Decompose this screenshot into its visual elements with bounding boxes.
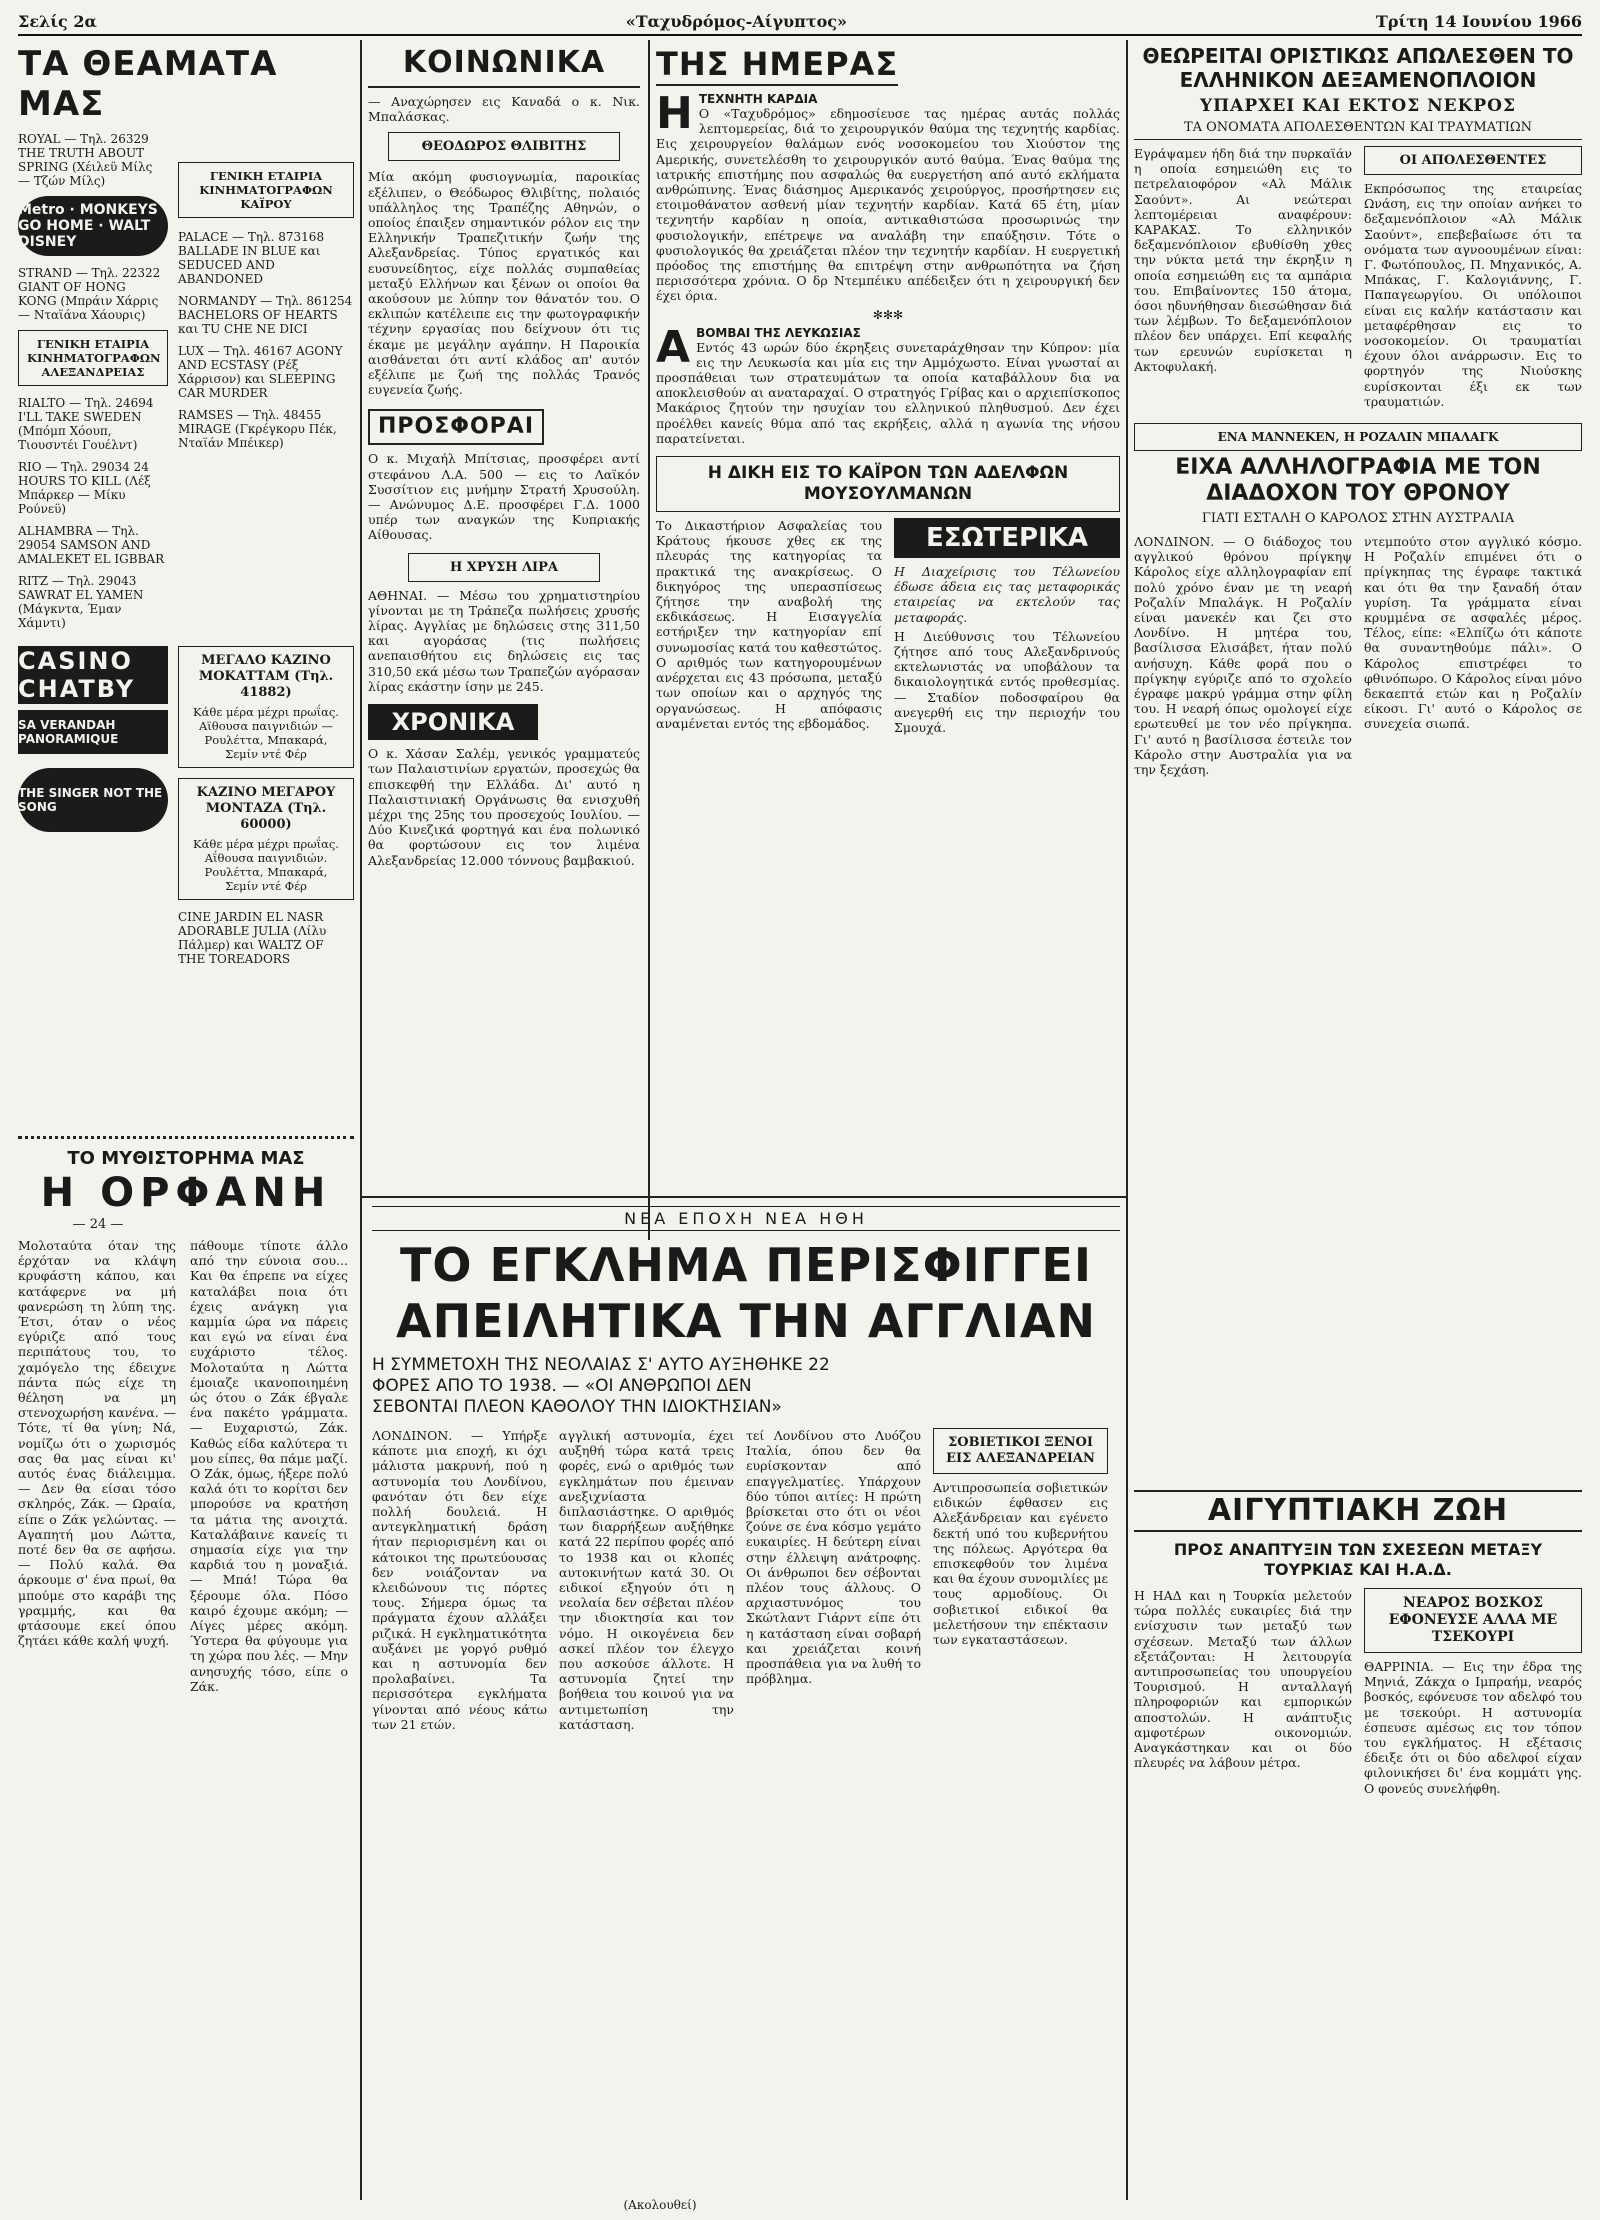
section-title: ΚΟΙΝΩΝΙΚΑ: [368, 44, 640, 88]
obituary-text: Μία ακόμη φυσιογνωμία, παροικίας εξέλιπεν, ο Θεόδωρος Θλιβίτης, πολαιός υπάλληλος της Τραπέζης Αθηνών, ο οποίος έπαιξεν σημαντικόν ρόλον εις την Ελληνικήν Τραπεζιτικήν ζωήν της Αλεξανδρείας. Τύπος εργατικός και ευσυνείδητος, είχε πολλάς συμπαθείας μεταξύ Ελλήνων και ξένων οι οποίοι θα ακούσουν με λύπην τον θάνατόν του. Ο εκλιπών κατέλειπε εις την φωτογραφικήν τέχνην εργασίας που δείχνουν ότι τις έκαμε με μεγάλην αγάπην. Η Παροικία αισθάνεται ότι αντί κλάδος απ' αυτόν εξέλιπε με ζωή της πολλάς Τρανός ευγενεία ζωής.: [368, 169, 640, 398]
soviet-title: ΣΟΒΙΕΤΙΚΟΙ ΞΕΝΟΙ ΕΙΣ ΑΛΕΞΑΝΔΡΕΙΑΝ: [933, 1428, 1108, 1474]
mokattam-box: [178, 646, 354, 768]
crime-text-col3: τεί Λονδίνου στο Λυόζου Ιταλία, όπου δεν θα ευρίσκονταν από επαγγελματίες. Υπάρχουν δύο τύποι αιτίες: Η πρώτη βρίσκεται στο ότι οι νέοι ζούνε σε ένα κόσμο γεμάτο ευκαιρίες. Η δεύτερη είναι στην έλλειψη ανάτροφης. Οι άνθρωποι δεν σέβονται πλέον τους άλλους. Ο αρχιαστυνόμος του Σκώτλαντ Γιάρντ είπε ότι η κατάσταση είναι σοβαρή και χρειάζεται κοινή προσπάθεια για να λυθή το πρόβλημα.: [746, 1428, 921, 1687]
crime-feature: [372, 1206, 1120, 2206]
shepherd-text: ΘΑΡΡΙΝΙΑ. — Εις την έδρα της Μηνιά, Ζάκχα ο Ιμπραήμ, νεαρός βοσκός, εφόνευσε τον αδελφό του με τσεκούρι. Η αστυνομία έσπευσε αμέσως εις τον τόπον του εγκλήματος. Η εξέτασις έδειξε ότι οι δύο αδελφοί είχαν φιλονικήσει δι' ένα κομμάτι γης. Ο φονεύς συνελήφθη.: [1364, 1659, 1582, 1796]
mokattam-title: ΜΕΓΑΛΟ ΚΑΖΙΝΟ ΜΟΚΑΤΤΑΜ (Τηλ. 41882): [198, 653, 334, 700]
tanker-sub: ΥΠΑΡΧΕΙ ΚΑΙ ΕΚΤΟΣ ΝΕΚΡΟΣ: [1199, 96, 1517, 116]
royal-text-col2: ντεμπούτο στον αγγλικό κόσμο. Η Ροζαλίν επιμένει ότι ο πρίγκηπας της έγραφε τακτικά και ότι θα την ξαναδή όταν γυρίση. Τα γράμματα είναι κρυμμένα σε ασφαλές μέρος. Τέλος, είπε: «Ελπίζω ότι κάποτε θα συναντηθούμε πάλι». Ο Κάρολος επιστρέφει το φθινόπωρο. Ο Κάρολος είναι μόνο δεκαεπτά ετών και η Ροζαλίν είκοσι. Γι' αυτό ο Κάρολος σε συνεχεία σιωπά.: [1364, 534, 1582, 732]
crime-text-col1: ΛΟΝΔΙΝΟΝ. — Υπήρξε κάποτε μια εποχή, κι όχι μάλιστα μακρυνή, πού η αστυνομία του Λονδίνου, φανόταν ότι δεν είχε πολλή δουλειά. Η αντεγκληματική δράση ήταν περιορισμένη και οι κάτοικοι της πρωτεύουσας δεν νοιάζονταν να κλειδώνουν τις πόρτες τους. Σήμερα όμως τα πράγματα έχουν αλλάξει ριζικά. Η εγκληματικότητα αυξάνει με γοργό ρυθμό και η αστυνομία δεν προλαβαίνει. Τα περισσότερα εγκλήματα γίνονται από νέους κάτω των 21 ετών.: [372, 1428, 547, 1732]
trial-text: Το Δικαστήριον Ασφαλείας του Κράτους ήκουσε χθες εκ της πλευράς της κατηγορίας τα πρακτικά της ανακρίσεως. Ο δικηγόρος της υπερασπίσεως ζήτησε την αναβολή της εκδικάσεως. Η Εισαγγελία εστήριξεν την κατηγορίαν επί συνωμοσίας κατά του καθεστώτος. Ο αριθμός των κατηγορουμένων ανέρχεται εις 43 πρόσωπα, μεταξύ των οποίων και ο αρχηγός της οργανώσεως. Η απόφασις αναμένεται εντός της εβδομάδος.: [656, 518, 882, 731]
domestic-sub: Η Διαχείρισις του Τέλωνείου έδωσε άδεια εις τας μεταφορικάς εταιρείας να εκτελούν τας μεταφοράς.: [894, 564, 1120, 625]
cinema-strand: STRAND — Τηλ. 22322 GIANT OF HONG KONG (Μπράιν Χάρρις — Νταϊάνα Χάουρις): [18, 266, 161, 322]
cinema-royal: ROYAL — Τηλ. 26329 THE TRUTH ABOUT SPRING (Χέιλεϋ Μίλς — Τζών Μίλς): [18, 132, 153, 188]
chapter-number: — 24 —: [72, 1217, 124, 1232]
crime-title-line2: ΑΠΕΙΛΗΤΙΚΑ ΤΗΝ ΑΓΓΛΙΑΝ: [396, 1294, 1096, 1348]
ornament: ✻✻✻: [872, 307, 904, 322]
gold-title: Η ΧΡΥΣΗ ΛΙΡΑ: [408, 553, 600, 582]
trial-title: Η ΔΙΚΗ ΕΙΣ ΤΟ ΚΑΪΡΟΝ ΤΩΝ ΑΔΕΛΦΩΝ ΜΟΥΣΟΥΛΜΑΝΩΝ: [656, 456, 1120, 512]
mokattam-text: Κάθε μέρα μέχρι πρωΐας. Αϊθουσα παιγνιδιών — Ρουλέττα, Μπακαρά, Σεμίν ντέ Φέρ: [193, 705, 339, 761]
singer-not-song-ad: THE SINGER NOT THE SONG: [18, 768, 168, 832]
royal-sub: ΓΙΑΤΙ ΕΣΤΑΛΗ Ο ΚΑΡΟΛΟΣ ΣΤΗΝ ΑΥΣΤΡΑΛΙΑ: [1201, 511, 1515, 527]
casino-chatby-ad: CASINO CHATBY: [18, 646, 168, 704]
entertainment-section: [18, 44, 354, 1064]
egypt-text: Η ΗΑΔ και η Τουρκία μελετούν τώρα πολλές ευκαιρίες διά την ενίσχυσιν των μεταξύ των σχέσεων. Μεταξύ των άλλων εξετάζονται: Η λειτουργία αντιπροσωπείας του υπουργείου Τουρισμού. Η ανταλλαγή πληροφοριών και εμπορικών αποστολών. Η ανάπτυξις αμφοτέρων οικονομιών. Αναγκάστηκαν και οι δύο πλευρές να λάβουν μέτρα.: [1134, 1588, 1352, 1771]
royal-text-col1: ΛΟΝΔΙΝΟΝ. — Ο διάδοχος του αγγλικού θρόνου πρίγκηψ Κάρολος είχε αλληλογραφίαν επί πολύ χρόνο έναν με τη νεαρή Ροζαλίν Μπαλάγκ. Η Ροζαλίν είναι μανεκέν και ζει στο Λονδίνο. Η μητέρα του, βασίλισσα Ελισάβετ, ήταν πολύ ανήσυχη. Κάθε φορά που ο πρίγκηψ εγύριζε από το σχολείο έγραφε μακρύ γράμμα στην φίλη του. Η νεαρή όπως ομολογεί είχε ερωτευθεί με τον νέο πρίγκηπα. Γι' αυτό η βασίλισσα έστειλε τον Κάρολο στην Αυστραλία για να την ξεχάση.: [1134, 534, 1352, 778]
cinema-rialto: RIALTO — Τηλ. 24694 I'LL TAKE SWEDEN (Μπόμπ Χόουπ, Τιουσντέι Γουέλντ): [18, 396, 154, 452]
section-title: ΤΗΣ ΗΜΕΡΑΣ: [656, 44, 898, 86]
tanker-title: ΘΕΩΡΕΙΤΑΙ ΟΡΙΣΤΙΚΩΣ ΑΠΩΛΕΣΘΕΝ ΤΟ ΕΛΛΗΝΙΚΟΝ ΔΕΞΑΜΕΝΟΠΛΟΙΟΝ: [1142, 44, 1574, 92]
royal-title: ΕΙΧΑ ΑΛΛΗΛΟΓΡΑΦΙΑ ΜΕ ΤΟΝ ΔΙΑΔΟΧΟΝ ΤΟΥ ΘΡΟΝΟΥ: [1175, 455, 1541, 507]
tanker-text: Εγράψαμεν ήδη διά την πυρκαϊάν η οποία εσημειώθη εις το πετρελαιοφόρον «Αλ Μάλικ Σαούντ». Αι νεώτεραι λεπτομέρειαι αναφέρουν: ΚΑΡΑΚΑΣ. Το ελληνικόν δεξαμενόπλοιον εβυθίσθη χθες την νύκτα μετά την έκρηξιν η οποία εσημειώθη εις τα αμπάρια του. Επιβαίνοντες 150 άτομα, όσοι ηδυνήθησαν διεσώθησαν διά των λέμβων. Το δεξαμενόπλοιον πλέον δεν υπάρχει. Επί κεφαλής των ερευνών ευρίσκεται η Ακτοφυλακή.: [1134, 146, 1352, 374]
cinema-palace: PALACE — Τηλ. 873168 BALLADE IN BLUE και SEDUCED AND ABANDONED: [178, 230, 325, 286]
offers-text: Ο κ. Μιχαήλ Μπίτσιας, προσφέρει αντί στεφάνου Λ.Α. 500 — εις το Λαϊκόν Συσσίτιον εις μνήμην Στρατή Χρυσούλη. — Ανώνυμος Δ.Ε. προσφέρει Γ.Δ. 1000 υπέρ των αναγκών της Κυπριακής Αίθουσας.: [368, 451, 640, 543]
cinema-ritz: RITZ — Τηλ. 29043 SAWRAT EL YAMEN (Μάγκντα, Έμαν Χάμντι): [18, 574, 144, 630]
right-column: [1134, 44, 1582, 1444]
novel-text-col1: Μολοταύτα όταν της έρχόταν να κλάψη κρυφάστη κάπου, και κατάφερνε να μή φανερώση τη λύπη της. Έτσι, όταν ο νέος εγύριζε από τους περιπάτους του, το χαμόγελο της έδειχνε πάντα πώς είχε τη θέληση να μη στενοχωρήση κανένα. — Τότε, τί θα γίνη; Νά, νομίζω ότι ο χωρισμός σας θα μας είναι κι' αυτός ένας διάλειμμα. — Δεν θα είσαι τόσο σκληρός, Ζάκ. — Ωραία, είπε ο Ζάκ γελώντας. — Αγαπητή μου Λώττα, ποτέ δεν θα σε αφήσω. — Πολύ καλά. Θα άρκουμε σ' ένα πρωί, θα μπούμε στο καράβι της γραμμής, και θα φτάσουμε εκεί όπου ζητάει κάθε καλή ψυχή.: [18, 1238, 176, 1649]
metro-ad: Metro · MONKEYS GO HOME · WALT DISNEY: [18, 196, 168, 256]
crime-text-col2: αγγλική αστυνομία, έχει αυξηθή τώρα κατά τρεις φορές, ενώ ο αριθμός των εγκλημάτων που έμειναν ανεξιχνίαστα διπλασιάστηκε. Ο αριθμός των διαρρήξεων αυξήθηκε κατά 22 περίπου φορές από το 1938 και οι κλοπές αυτοκινήτων κατά 30. Οι ειδικοί εξηγούν ότι η νεολαία δεν σέβεται πλέον την ιδιοκτησία και τον νόμο. Η οικογένεια δεν ασκεί πλέον τον έλεγχο που ασκούσε άλλοτε. Η αστυνομία ζητεί την βοήθεια του κοινού για να αντιμετωπίση την κατάσταση.: [559, 1428, 734, 1732]
continued-note: (Ακολουθεί): [623, 2198, 697, 2212]
bombs-title: ΒΟΜΒΑΙ ΤΗΣ ΛΕΥΚΩΣΙΑΣ: [696, 325, 861, 340]
crime-kicker: ΝΕΑ ΕΠΟΧΗ ΝΕΑ ΗΘΗ: [372, 1206, 1120, 1231]
novel-title: Η ΟΡΦΑΝΗ: [40, 1170, 332, 1216]
crime-subtitle: Η ΣΥΜΜΕΤΟΧΗ ΤΗΣ ΝΕΟΛΑΙΑΣ Σ' ΑΥΤΟ ΑΥΞΗΘΗΚΕ 22 ΦΟΡΕΣ ΑΠΟ ΤΟ 1938. — «ΟΙ ΑΝΘΡΩΠΟΙ ΔΕΝ ΣΕΒΟΝΤΑΙ ΠΛΕΟΝ ΚΑΘΟΛΟΥ ΤΗΝ ΙΔΙΟΚΤΗΣΙΑΝ»: [372, 1355, 830, 1417]
cinema-normandy: NORMANDY — Τηλ. 861254 BACHELORS OF HEARTS και TU CHE NE DICI: [178, 294, 353, 336]
offers-title: ΠΡΟΣΦΟΡΑΙ: [368, 409, 544, 445]
heart-title: ΤΕΧΝΗΤΗ ΚΑΡΔΙΑ: [698, 92, 818, 106]
royal-kicker: ΕΝΑ ΜΑΝΝΕΚΕΝ, Η ΡΟΖΑΛΙΝ ΜΠΑΛΑΓΚ: [1134, 423, 1582, 451]
domestic-text: Η Διεύθυνσις του Τέλωνείου ζήτησε από τους Αλεξανδρινούς εκτελωνιστάς να υποβάλουν τα δικαιολογητικά εντός προθεσμίας. — Σταδίον ποδοσφαίρου θα ανεγερθή εις την περιοχήν του Σμουχά.: [894, 628, 1120, 736]
dropcap: Α: [656, 321, 691, 373]
paper-name: «Ταχυδρόμος-Αίγυπτος»: [625, 11, 847, 31]
egypt-section: [1134, 1490, 1582, 2206]
masthead: [18, 8, 1582, 36]
chronika-text: Ο κ. Χάσαν Σαλέμ, γενικός γραμματεύς των Παλαιστινίων εργατών, προσεχώς θα επισκεφθή την Ελλάδα. Δι' αυτό η Παλαιστινιακή Οργάνωσις θα ενισχυθή μέχρι της 25ης του προσεχούς Ιουλίου. — Δύο Κινεζικά φορτηγά και ένα πολωνικό θα φορτώσουν εις τον λιμένα Αλεξανδρείας 12.000 τόννους βαμβακιού.: [368, 746, 640, 868]
lost-text: Εκπρόσωπος της εταιρείας Ωνάση, εις την οποίαν ανήκει το δεξαμενόπλοιον «Αλ Μάλικ Σαούντ», επεβεβαίωσε ότι τα ονόματα των αγνοουμένων είναι: Γ. Φωτόπουλος, Π. Μηχανικός, Α. Μπάκας, Γ. Καλογιάννης, Γ. Παπαγεωργίου. Οι υπόλοιποι είναι εις καλήν κατάστασιν και μεταφέρθησαν εις το νοσοκομείον. Οι τραυματίαι έχουν όλοι ανάρρωσιν. Εις το φορτηγόν της Νιούσκης ευρίσκονται έξι εκ των τραυματιών.: [1364, 181, 1582, 409]
column-divider: [360, 40, 362, 1240]
gold-text: ΑΘΗΝΑΙ. — Μέσω του χρηματιστηρίου γίνονται με τη Τράπεζα πωλήσεις χρυσής λίρας. Αγγλίας με δηλώσεις στης 311,50 και αγοράσας (τις πωλήσεις ανεπαισθήτου εις δηλώσεις εις τας 310,50 εκά μέσω των Τραπεζών αγόρασαν λίρας εκάστην ίσην με 245.: [368, 587, 640, 694]
veranda-ad: SA VERANDAH PANORAMIQUE: [18, 710, 168, 754]
cinema-alhambra: ALHAMBRA — Τηλ. 29054 SAMSON AND AMALEKET EL IGBBAR: [18, 524, 165, 566]
heart-text: Ο «Ταχυδρόμος» εδημοσίευσε τας ημέρας αυτάς πολλάς λεπτομερείας, διά το χειρουργικόν θαύμα της τεχνητής καρδίας. Εις χειρουργείον θαλάμων ενός νοσοκομείου του Χιούστον της Αμερικής, συνετελέσθη το χειρουργικόν αυτό θαύμα. Ένας θαύμα της ιατρικής επιστήμης που ασφαλώς θα ευεργετήση από αυτό εκλήματα ανθρώπινης. Ένας διάσημος Αμερικανός χειρούργος, προσήρτησεν εις ετοιμοθάνατον ασθενή μίαν τεχνητήν καρδίαν. Κατά 65 έτη, μίαν τεχνητήν καρδίαν η οποία, αντικαθιστώσα προσωρινώς την φυσιολογικήν, επέτρεψε να αναλάβη την επαύξησιν. Τότε ο φυσιολογικός θα χρειάζεται πλέον την τεχνητήν καρδίαν. Η ευεργετική πρόοδος της επιστήμης θα επιτρέψη στην ανθρωπότητα να ζήση περισσότερα χρόνια. Ο δρ Ντεμπέικυ απέδειξεν ότι η χειρουργική δεν έχει όρια.: [656, 106, 1120, 304]
separator: [18, 1136, 354, 1139]
alex-cinemas-box: ΓΕΝΙΚΗ ΕΤΑΙΡΙΑ ΚΙΝΗΜΑΤΟΓΡΑΦΩΝ ΑΛΕΞΑΝΔΡΕΙΑΣ: [18, 330, 168, 386]
montaza-box: [178, 778, 354, 900]
soviet-text: Αντιπροσωπεία σοβιετικών ειδικών έφθασεν εις Αλεξάνδρειαν και εγένετο δεκτή υπό του κυβερνήτου της πόλεως. Αργότερα θα επισκεφθούν τον λιμένα και θα έχουν συνομιλίες με τους αρμοδίους. Οι σοβιετικοί ειδικοί θα μελετήσουν την επέκτασιν των εγκαταστάσεων.: [933, 1480, 1108, 1648]
column-divider: [1126, 40, 1128, 2200]
bombs-text: Εντός 43 ωρών δύο έκρηξεις συνεταράχθησαν την Κύπρον: μία εις την Λευκωσία και μία εις την Αμμόχωστο. Είναι γνωσταί αι προσπάθειαι των στρατευμάτων τα οποία καταβάλλουν δια να αποκλεισθούν αι αναταραχαί. Ο στρατηγός Γρίβας και ο αρχιεπίσκοπος Μακάριος ζητούν την ησυχίαν του ελληνικού πληθυσμού. Δεν έχει προέλθει κανείς θύμα από τας εκρήξεις, αλλά η αγωνία της νήσου παρατείνεται.: [656, 339, 1120, 446]
cine-nasr: CINE JARDIN EL NASR ADORABLE JULIA (Λίλυ Πάλμερ) και WALTZ OF THE TOREADORS: [178, 910, 327, 966]
social-section: [368, 44, 640, 1194]
tanker-sub2: ΤΑ ΟΝΟΜΑΤΑ ΑΠΟΛΕΣΘΕΝΤΩΝ ΚΑΙ ΤΡΑΥΜΑΤΙΩΝ: [1134, 120, 1582, 140]
cinema-lux: LUX — Τηλ. 46167 AGONY AND ECSTASY (Ρέξ Χάρρισον) και SLEEPING CAR MURDER: [178, 344, 343, 400]
day-section: [656, 44, 1120, 1194]
shepherd-title: ΝΕΑΡΟΣ ΒΟΣΚΟΣ ΕΦΟΝΕΥΣΕ ΑΛΛΑ ΜΕ ΤΣΕΚΟΥΡΙ: [1364, 1588, 1582, 1653]
montaza-title: ΚΑΖΙΝΟ ΜΕΓΑΡΟΥ ΜΟΝΤΑΖΑ (Τηλ. 60000): [196, 785, 336, 832]
dropcap: Η: [656, 88, 693, 139]
novel-kicker: ΤΟ ΜΥΘΙΣΤΟΡΗΜΑ ΜΑΣ: [67, 1148, 305, 1169]
obituary-title: ΘΕΟΔΩΡΟΣ ΘΛΙΒΙΤΗΣ: [388, 132, 620, 161]
section-title: ΤΑ ΘΕΑΜΑΤΑ ΜΑΣ: [18, 44, 278, 124]
crime-title-line1: ΤΟ ΕΓΚΛΗΜΑ ΠΕΡΙΣΦΙΓΓΕΙ: [400, 1238, 1092, 1292]
column-divider: [648, 40, 650, 1240]
montaza-text: Κάθε μέρα μέχρι πρωΐας. Αΐθουσα παιγνιδιών. Ρουλέττα, Μπακαρά, Σεμίν ντέ Φέρ: [193, 837, 339, 893]
egypt-title: ΑΙΓΥΠΤΙΑΚΗ ΖΩΗ: [1134, 1490, 1582, 1532]
domestic-title: ΕΣΩΤΕΡΙΚΑ: [894, 518, 1120, 558]
cinema-ramses: RAMSES — Τηλ. 48455 MIRAGE (Γκρέγκορυ Πέκ, Νταϊάν Μπέικερ): [178, 408, 337, 450]
issue-date: Τρίτη 14 Ιουνίου 1966: [1375, 11, 1582, 31]
novel-text-col2: πάθουμε τίποτε άλλο από την εύνοια σου... Και θα έπρεπε να είχες καταλάβει ποια ότι έχεις ανάγκη για καμμία ώρα να πάρεις και εγώ να είναι ένα ευχάριστο τέλος. Μολοταύτα η Λώττα έμοιαζε ικανοποιημένη ώς ότου ο Ζάκ έβγαλε ένα πακέτο γράμματα. — Ευχαριστώ, Ζάκ. Καθώς είδα καλύτερα τι μου είπες, θα πάμε μαζί. Ο Ζάκ, όμως, ήξερε πολύ καλά ότι το κορίτσι δεν μπορούσε να κρατήση τα μάτια της ανοιχτά. Καταλάβαινε κανείς τι σημασία είχε για την καρδιά του η μοναξιά. — Μπά! Τώρα θα ξέρουμε όλα. Πόσο καιρό έχουμε ακόμη; — Λίγες μέρες ακόμη. Ύστερα θα φύγουμε για τη χώρα που λές. — Μην ανησυχής τόσο, είπε ο Ζάκ.: [190, 1238, 348, 1694]
cairo-cinemas-box: ΓΕΝΙΚΗ ΕΤΑΙΡΙΑ ΚΙΝΗΜΑΤΟΓΡΑΦΩΝ ΚΑΪΡΟΥ: [178, 162, 354, 218]
chronika-title: ΧΡΟΝΙΚΑ: [368, 704, 538, 740]
separator: [360, 1196, 1126, 1198]
lost-title: ΟΙ ΑΠΟΛΕΣΘΕΝΤΕΣ: [1364, 146, 1582, 175]
page-number: Σελίς 2α: [18, 11, 97, 31]
social-lead: — Αναχώρησεν εις Καναδά ο κ. Νικ. Μπαλάσκας.: [368, 94, 640, 125]
egypt-sub: ΠΡΟΣ ΑΝΑΠΤΥΞΙΝ ΤΩΝ ΣΧΕΣΕΩΝ ΜΕΤΑΞΥ ΤΟΥΡΚΙΑΣ ΚΑΙ Η.Α.Δ.: [1173, 1540, 1543, 1579]
cinema-rio: RIO — Τηλ. 29034 24 HOURS TO KILL (Λέξ Μπάρκερ — Μίκυ Ρούνεϋ): [18, 460, 151, 516]
